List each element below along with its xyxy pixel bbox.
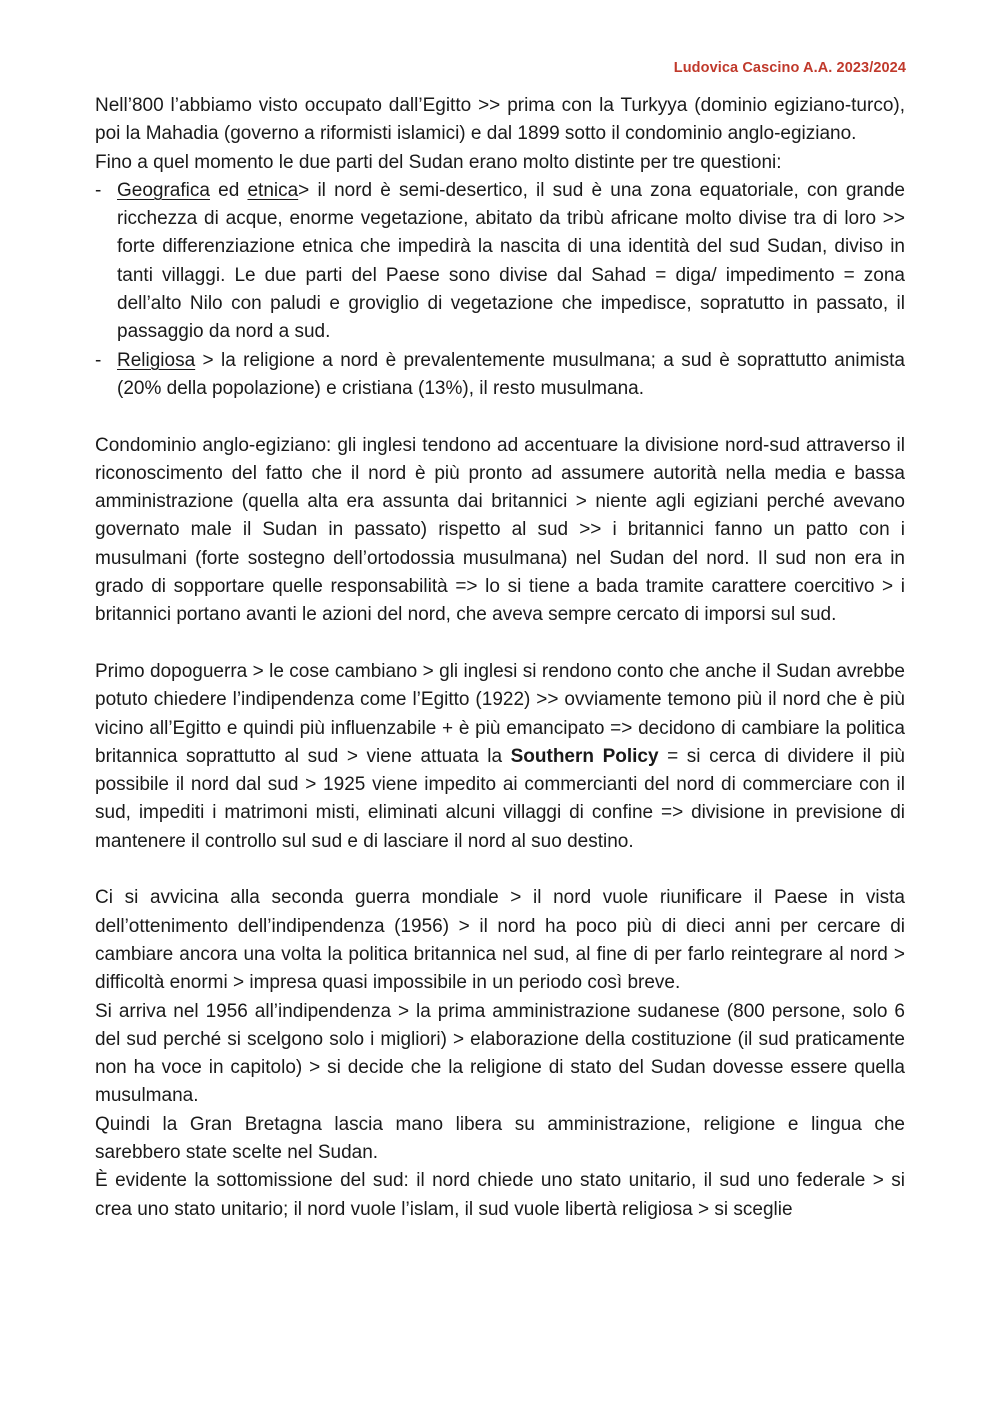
text-run: = si cerca di dividere il più possibile il nord dal sud > 1925 viene impedito ai commercianti del nord di commerciare con il sud, impediti i matrimoni misti, eliminati alcuni villaggi di confine => divisione in previsione di mantenere il controllo sul sud e di lasciare il nord al suo destino. [95, 745, 905, 852]
bullet-item-religiosa [95, 347, 905, 404]
page-header-author: Ludovica Cascino A.A. 2023/2024 [673, 60, 906, 76]
document-body [95, 92, 905, 1224]
paragraph-dopoguerra [95, 658, 905, 856]
paragraph-gap [95, 630, 905, 658]
bullet-connector: ed [209, 179, 248, 201]
paragraph-questions-intro: Fino a quel momento le due parti del Sudan erano molto distinte per tre questioni: [95, 151, 782, 173]
paragraph-indipendenza: Si arriva nel 1956 all’indipendenza > la prima amministrazione sudanese (800 persone, solo 6 del sud perché si scelgono solo i migliori) > elaborazione della costituzione (il sud praticamente non ha voce in capitolo) > si decide che la religione di stato del Sudan dovesse essere quella musulmana. [95, 1000, 905, 1107]
paragraph-condominio: Condominio anglo-egiziano: gli inglesi tendono ad accentuare la divisione nord-sud attraverso il riconoscimento del fatto che il nord è più pronto ad assumere autorità nella media e bassa amministrazione (quella alta era assunta dai britannici > niente agli egiziani perché avevano governato male il Sudan in passato) rispetto al sud >> i britannici fanno un patto con i musulmani (forte sostegno dell’ortodossia musulmana) nel Sudan del nord. Il sud non era in grado di sopportare quelle responsabilità => lo si tiene a bada tramite carattere coercitivo > i britannici portano avanti le azioni del nord, che aveva sempre cercato di imporsi sul sud. [95, 434, 905, 626]
paragraph-intro: Nell’800 l’abbiamo visto occupato dall’Egitto >> prima con la Turkyya (dominio egiziano-turco), poi la Mahadia (governo a riformisti islamici) e dal 1899 sotto il condominio anglo-egiziano. [95, 95, 905, 145]
bullet-item-geografica [95, 177, 905, 347]
bullet-text: > il nord è semi-desertico, il sud è una zona equatoriale, con grande ricchezza di acque, enorme vegetazione, abitato da tribù africane molto divise tra di loro >> forte differenziazione etnica che impedirà la nascita di una identità del sud Sudan, diviso in tanti villaggi. Le due parti del Paese sono divise dal Sahad = diga/ impedimento = zona dell’alto Nilo con paludi e groviglio di vegetazione che impedisce, sopratutto in passato, il passaggio da nord a sud. [117, 179, 905, 343]
bullet-dash: - [95, 179, 102, 201]
bold-term-southern-policy: Southern Policy [510, 745, 659, 767]
underlined-term-geografica: Geografica [117, 179, 210, 201]
bullet-dash: - [95, 349, 102, 371]
bullet-text: > la religione a nord è prevalentemente musulmana; a sud è soprattutto animista (20% della popolazione) e cristiana (13%), il resto musulmana. [117, 349, 905, 399]
paragraph-seconda-guerra: Ci si avvicina alla seconda guerra mondiale > il nord vuole riunificare il Paese in vista dell’ottenimento dell’indipendenza (1956) > il nord ha poco più di dieci anni per cercare di cambiare ancora una volta la politica britannica nel sud, al fine di per farlo reintegrare al nord > difficoltà enormi > impresa quasi impossibile in un periodo così breve. [95, 887, 905, 994]
underlined-term-religiosa: Religiosa [117, 349, 196, 371]
text-run: Primo dopoguerra > le cose cambiano > gli inglesi si rendono conto che anche il Sudan avrebbe potuto chiedere l’indipendenza come l’Egitto (1922) >> ovviamente temono più il nord che è più vicino all’Egitto e quindi più influenzabile + è più emancipato => decidono di cambiare la politica britannica soprattutto al sud > viene attuata la [95, 660, 905, 767]
underlined-term-etnica: etnica [247, 179, 299, 201]
paragraph-gap [95, 856, 905, 884]
paragraph-sottomissione: È evidente la sottomissione del sud: il nord chiede uno stato unitario, il sud uno federale > si crea uno stato unitario; il nord vuole l’islam, il sud vuole libertà religiosa > si sceglie [95, 1170, 905, 1220]
paragraph-gap [95, 403, 905, 431]
paragraph-gran-bretagna: Quindi la Gran Bretagna lascia mano libera su amministrazione, religione e lingua che sarebbero state scelte nel Sudan. [95, 1113, 905, 1163]
